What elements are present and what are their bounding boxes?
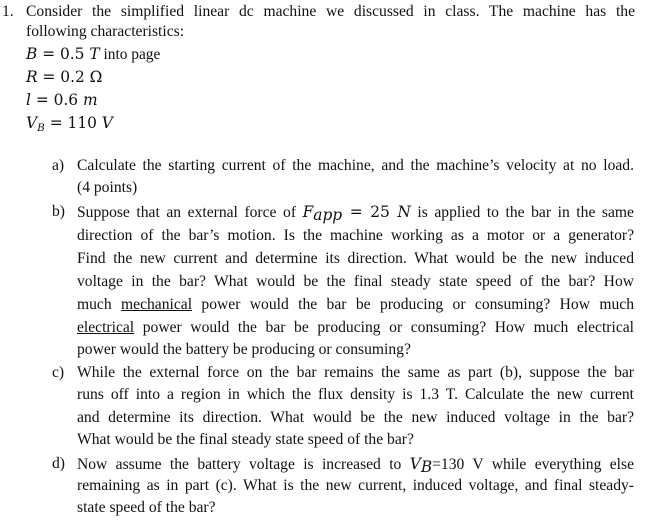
part-a-line-1: Calculate the starting current of the machine, and the machine’s velocity at no load.: [77, 157, 634, 174]
part-c-label: c): [52, 364, 65, 381]
part-a-label: a): [52, 157, 65, 174]
part-c-line-3: and determine its direction. What would be the new induced voltage in the bar?: [77, 409, 634, 426]
part-a-line-2: (4 points): [77, 179, 138, 196]
characteristic-flux-density: B = 0.5 T into page: [26, 45, 161, 63]
part-b-line-6: electrical power would the bar be producing or consuming? How much electrical: [77, 319, 634, 336]
characteristic-battery-voltage: $V_B = 110$ V: [26, 114, 113, 134]
part-d-line-1: Now assume the battery voltage is increased to $V_B=130$ V while everything else: [77, 455, 634, 476]
part-b-line-7: power would the battery be producing or consuming?: [77, 341, 411, 358]
characteristic-resistance: R = 0.2 Ω: [26, 68, 103, 86]
question-intro-line-2: following characteristics:: [26, 23, 185, 40]
part-d-line-3: state speed of the bar?: [77, 499, 216, 516]
characteristic-length: l = 0.6 m: [26, 91, 98, 109]
part-c-line-4: What would be the final steady state speed of the bar?: [77, 431, 414, 448]
part-d-line-2: remaining as in part (c). What is the new current, induced voltage, and final steady-: [77, 477, 634, 494]
question-intro-line-1: Consider the simplified linear dc machine we discussed in class. The machine has the: [26, 3, 635, 20]
part-b-line-3: Find the new current and determine its direction. What would be the new induced: [77, 250, 634, 267]
part-c-line-1: While the external force on the bar remains the same as part (b), suppose the bar: [77, 364, 634, 381]
part-b-line-1: Suppose that an external force of $F_{app} = 25$ N is applied to the bar in the same: [77, 203, 634, 224]
question-number: 1.: [2, 3, 14, 20]
part-b-line-5: much mechanical power would the bar be producing or consuming? How much: [77, 296, 635, 313]
part-b-line-2: direction of the bar’s motion. Is the machine working as a motor or a generator?: [77, 227, 634, 244]
part-b-line-4: voltage in the bar? What would be the final steady state speed of the bar? How: [77, 273, 634, 290]
part-c-line-2: runs off into a region in which the flux density is 1.3 T. Calculate the new current: [77, 386, 634, 403]
part-d-label: d): [52, 455, 65, 472]
part-b-label: b): [52, 203, 65, 220]
